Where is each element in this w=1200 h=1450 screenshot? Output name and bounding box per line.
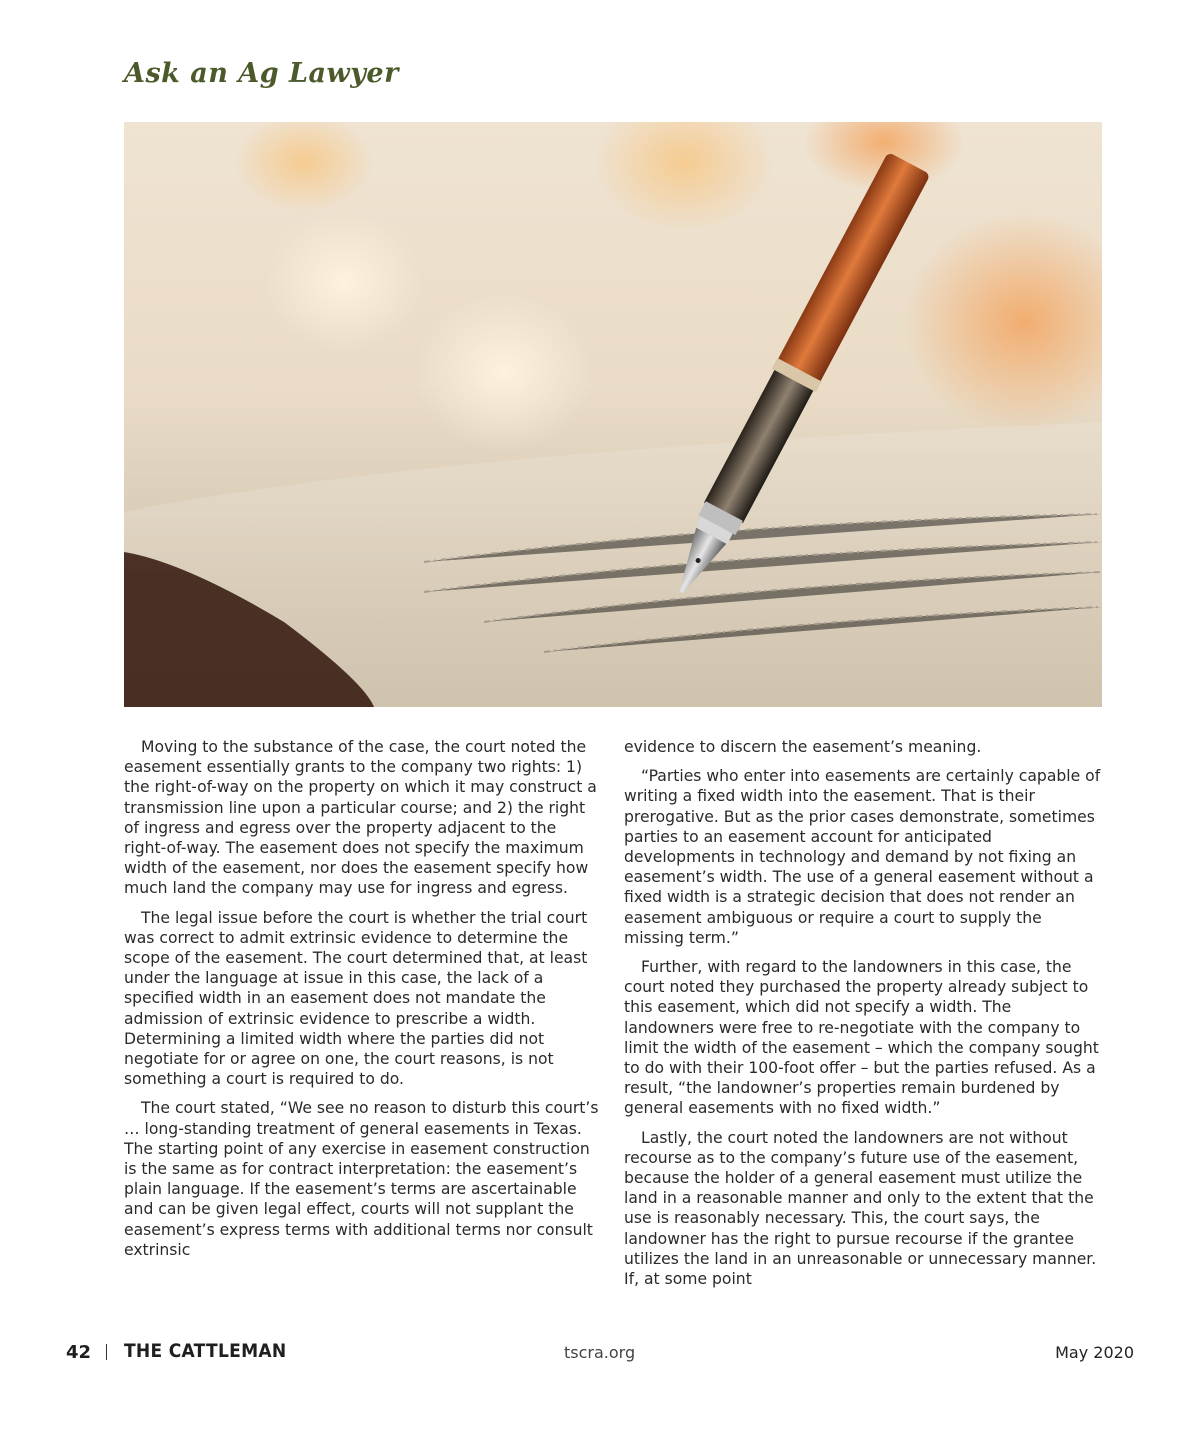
article-paragraph: The court stated, “We see no reason to disturb this court’s … long-standing treatment of general easements in Texas. The starting point of any exercise in easement construction is the same as for contract interpretation: the easement’s plain language. If the easement’s terms are ascertainable and can be given legal effect, courts will not supplant the easement’s express terms with additional terms nor consult extrinsic [124, 1099, 599, 1259]
article-left-column [124, 737, 602, 1269]
website-link[interactable]: tscra.org [564, 1343, 636, 1362]
page-number: 42 [66, 1342, 92, 1363]
article-paragraph: Further, with regard to the landowners in this case, the court noted they purchased the property already subject to this easement, which did not specify a width. The landowners were free to re-negotiate with the company to limit the width of the easement – which the company sought to do with their 100-foot offer – but the parties refused. As a result, “the landowner’s properties remain burdened by general easements with no fixed width.” [624, 958, 1099, 1118]
footer-divider [106, 1344, 107, 1360]
article-paragraph: “Parties who enter into easements are certainly capable of writing a fixed width into the easement. That is their prerogative. But as the prior cases demonstrate, sometimes parties to an easement account for anticipated developments in technology and demand by not fixing an easement’s width. The use of a general easement without a fixed width is a strategic decision that does not render an easement ambiguous or require a court to supply the missing term.” [624, 767, 1101, 947]
article-paragraph: Lastly, the court noted the landowners are not without recourse as to the company’s future use of the easement, because the holder of a general easement must utilize the land in a reasonable manner and only to the extent that the use is reasonably necessary. This, the court says, the landowner has the right to pursue recourse if the grantee utilizes the land in an unreasonable or unnecessary manner. If, at some point [624, 1128, 1097, 1289]
issue-date: May 2020 [1055, 1343, 1134, 1362]
article-paragraph: The legal issue before the court is whether the trial court was correct to admit extrinsic evidence to determine the scope of the easement. The court determined that, at least under the language at issue in this case, the lack of a specified width in an easement does not mandate the admission of extrinsic evidence to prescribe a width. Determining a limited width where the parties did not negotiate for or agree on one, the court reasons, is not something a court is required to do. [124, 908, 588, 1089]
section-title: Ask an Ag Lawyer [124, 58, 399, 89]
article-right-column [624, 737, 1102, 1298]
fountain-pen-photo [124, 122, 1102, 707]
article-paragraph: Moving to the substance of the case, the court noted the easement essentially grants to the company two rights: 1) the right-of-way on the property on which it may construct a transmission line upon a particular course; and 2) the right of ingress and egress over the property adjacent to the right-of-way. The easement does not specify the maximum width of the easement, nor does the easement specify how much land the company may use for ingress and egress. [124, 738, 597, 898]
magazine-name: THE CATTLEMAN [124, 1340, 287, 1362]
article-paragraph-continuation: evidence to discern the easement’s meaning. [624, 738, 982, 756]
page-footer [0, 1340, 1200, 1366]
